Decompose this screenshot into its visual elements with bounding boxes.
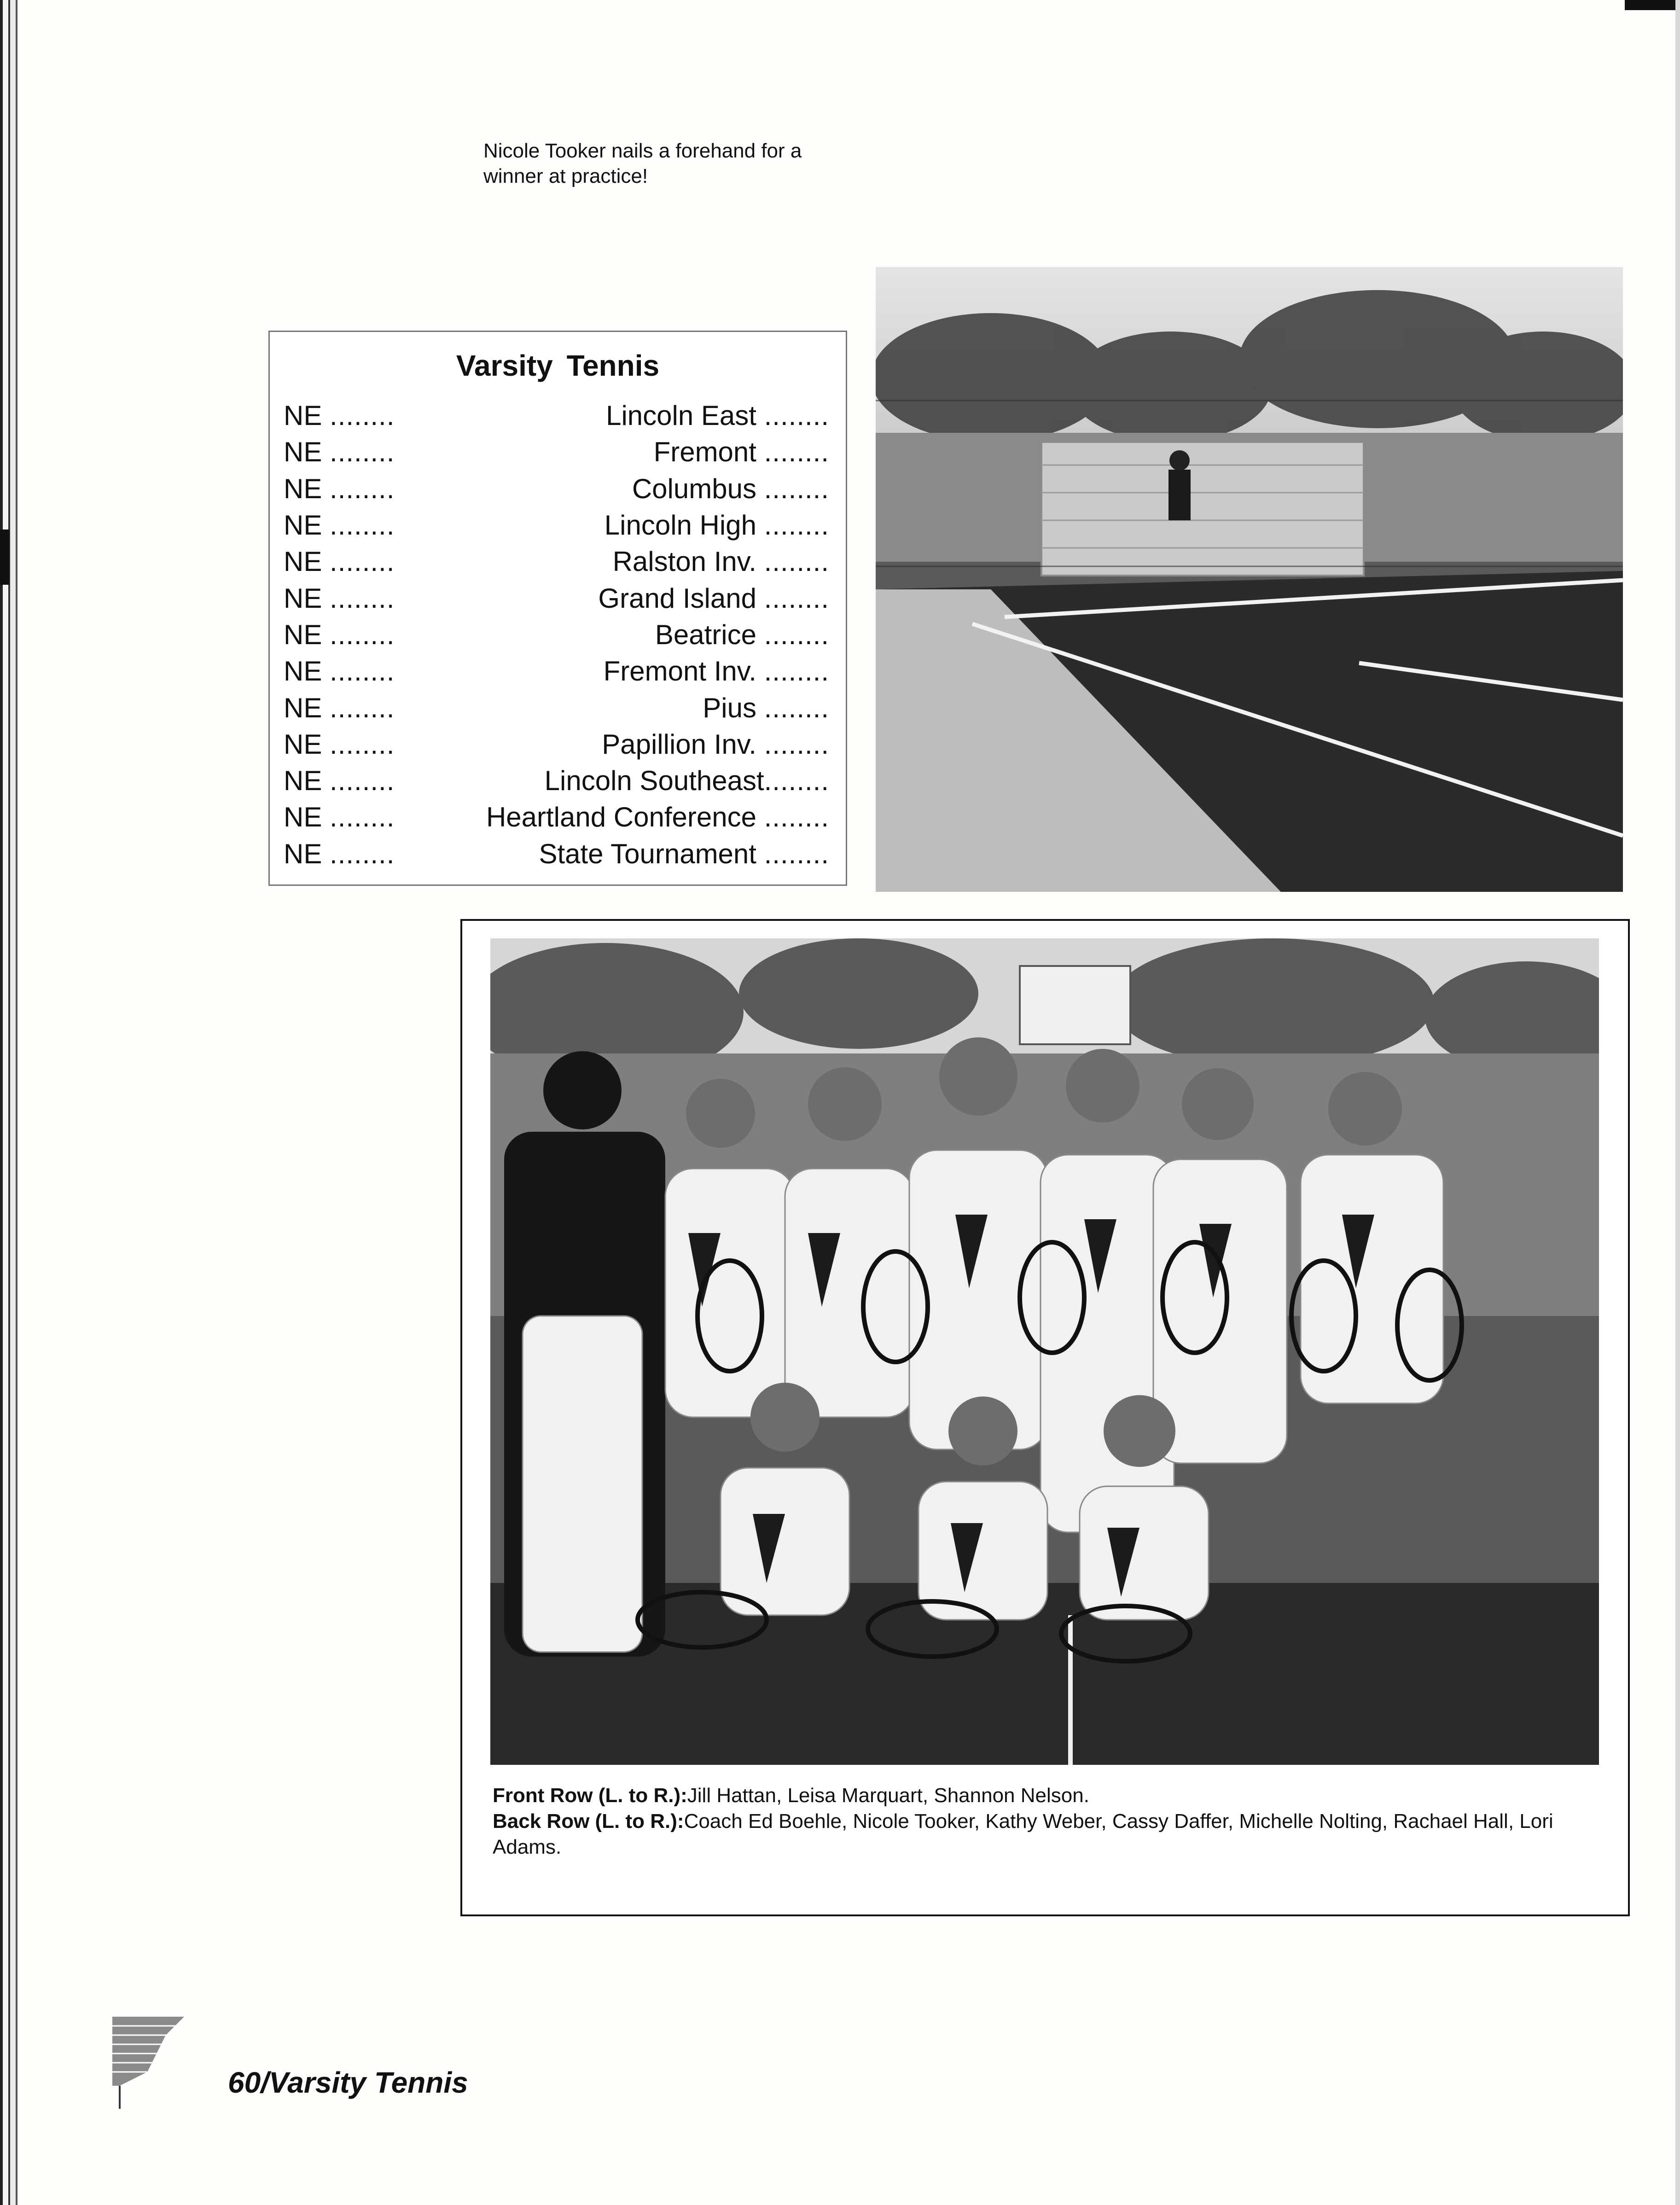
row-opponent: Pius: [703, 692, 756, 723]
schedule-row: [284, 580, 829, 616]
practice-photo: [876, 267, 1623, 892]
dot-leader: ........: [764, 656, 829, 687]
row-opponent: Lincoln East: [606, 400, 756, 431]
row-opponent: Ralston Inv.: [612, 546, 756, 577]
row-opponent: Lincoln Southeast: [544, 765, 764, 797]
schedule-box: [268, 331, 847, 886]
dot-leader: ........: [764, 473, 829, 504]
dot-leader: ........: [764, 619, 829, 650]
row-opponent: Lincoln High: [604, 510, 756, 541]
schedule-row: [284, 397, 829, 434]
page-edge: [1675, 0, 1680, 2205]
back-row-caption: [493, 1809, 1598, 1860]
front-row-caption: [493, 1783, 1598, 1809]
row-score: NE: [284, 400, 322, 431]
schedule-row: [284, 471, 829, 507]
dot-leader: ........: [330, 728, 395, 760]
practice-photo-caption: Nicole Tooker nails a forehand for a winner at practice!: [483, 140, 802, 187]
binding-mark: [0, 529, 9, 585]
row-score: NE: [284, 802, 322, 833]
row-score: NE: [284, 765, 322, 797]
dot-leader: ........: [764, 765, 829, 797]
dot-leader: ........: [764, 692, 829, 723]
dot-leader: ........: [330, 473, 395, 504]
team-photo-caption: [493, 1783, 1598, 1860]
row-opponent: Fremont: [653, 436, 756, 468]
schedule-row: [284, 434, 829, 470]
dot-leader: ........: [764, 802, 829, 833]
dot-leader: ........: [330, 436, 395, 468]
back-row-label: Back Row (L. to R.):: [493, 1810, 684, 1833]
dot-leader: ........: [330, 546, 395, 577]
brick-flag-icon: [110, 2017, 184, 2109]
schedule-row: [284, 689, 829, 726]
dot-leader: ........: [764, 510, 829, 541]
dot-leader: ........: [764, 582, 829, 614]
team-photo: [490, 938, 1599, 1765]
row-score: NE: [284, 546, 322, 577]
schedule-row: [284, 543, 829, 580]
schedule-row: [284, 617, 829, 653]
dot-leader: ........: [330, 838, 395, 869]
schedule-row: [284, 507, 829, 543]
row-score: NE: [284, 582, 322, 614]
row-opponent: Grand Island: [598, 582, 756, 614]
front-row-label: Front Row (L. to R.):: [493, 1784, 687, 1807]
row-score: NE: [284, 619, 322, 650]
row-score: NE: [284, 473, 322, 504]
row-score: NE: [284, 436, 322, 468]
row-score: NE: [284, 728, 322, 760]
dot-leader: ........: [764, 838, 829, 869]
dot-leader: ........: [764, 436, 829, 468]
row-score: NE: [284, 838, 322, 869]
dot-leader: ........: [330, 656, 395, 687]
schedule-row: [284, 726, 829, 762]
dot-leader: ........: [764, 400, 829, 431]
schedule-title: Varsity Tennis: [456, 349, 660, 382]
row-opponent: Columbus: [632, 473, 756, 504]
schedule-row: [284, 653, 829, 689]
row-score: NE: [284, 692, 322, 723]
back-row-names: Coach Ed Boehle, Nicole Tooker, Kathy Weber, Cassy Daffer, Michelle Nolting, Rachael Hall, Lori Adams.: [493, 1810, 1553, 1858]
dot-leader: ........: [764, 728, 829, 760]
front-row-names: Jill Hattan, Leisa Marquart, Shannon Nelson.: [687, 1784, 1089, 1807]
row-opponent: Fremont Inv.: [603, 656, 756, 687]
dot-leader: ........: [330, 582, 395, 614]
dot-leader: ........: [330, 510, 395, 541]
dot-leader: ........: [330, 692, 395, 723]
dot-leader: ........: [764, 546, 829, 577]
dot-leader: ........: [330, 400, 395, 431]
row-opponent: State Tournament: [539, 838, 756, 869]
schedule-row: [284, 799, 829, 835]
binding-edge: [0, 0, 18, 2205]
row-score: NE: [284, 510, 322, 541]
schedule-list: [284, 397, 829, 872]
row-opponent: Papillion Inv.: [602, 728, 756, 760]
schedule-row: [284, 836, 829, 872]
row-opponent: Beatrice: [655, 619, 756, 650]
row-score: NE: [284, 656, 322, 687]
row-opponent: Heartland Conference: [486, 802, 756, 833]
schedule-row: [284, 762, 829, 799]
dot-leader: ........: [330, 765, 395, 797]
page-footer: 60/Varsity Tennis: [228, 2066, 468, 2099]
corner-mark: [1625, 0, 1680, 10]
dot-leader: ........: [330, 802, 395, 833]
dot-leader: ........: [330, 619, 395, 650]
